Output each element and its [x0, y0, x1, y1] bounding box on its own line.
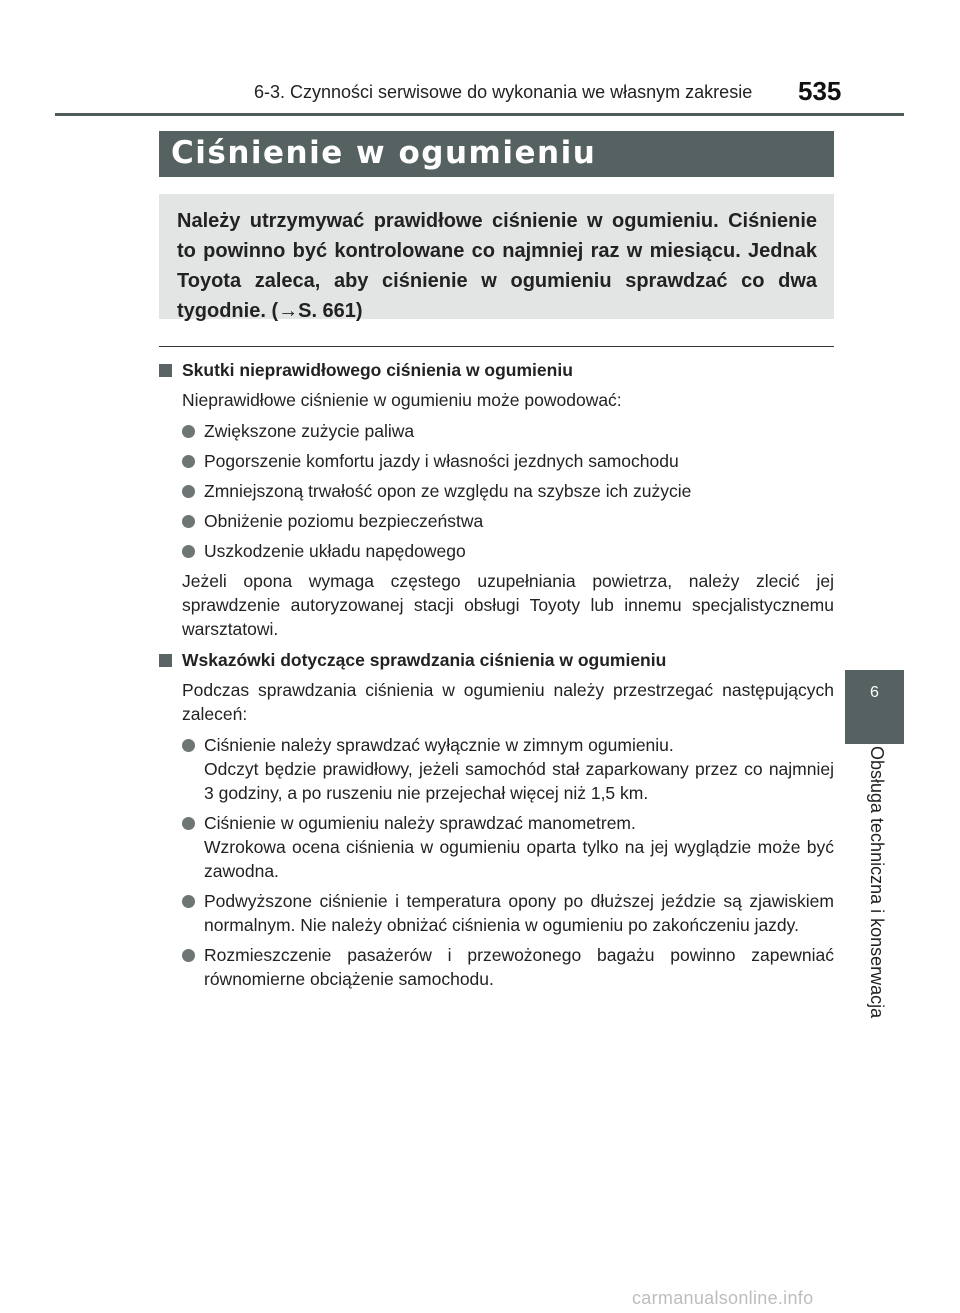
square-bullet-icon	[159, 364, 172, 377]
content-body	[159, 356, 834, 997]
list-item: Ciśnienie w ogumieniu należy sprawdzać manometrem. Wzrokowa ocena ciśnienia w ogumieniu oparta tylko na jej wyglądzie może być zawodna.	[182, 811, 834, 883]
list-item: Rozmieszczenie pasażerów i przewożonego bagażu powinno zapewniać równomierne obciążenie samochodu.	[182, 943, 834, 991]
chapter-number: 6	[870, 684, 879, 701]
section-trailing-text: Jeżeli opona wymaga częstego uzupełniania powietrza, należy zlecić jej sprawdzenie autoryzowanej stacji obsługi Toyoty lub innemu specjalistycznemu warsztatowi.	[182, 571, 834, 639]
page-number: 535	[798, 76, 842, 106]
circle-bullet-icon	[182, 949, 195, 962]
circle-bullet-icon	[182, 455, 195, 468]
list-item: Podwyższone ciśnienie i temperatura opony po dłuższej jeździe są zjawiskiem normalnym. Nie należy obniżać ciśnienia w ogumieniu po zakończeniu jazdy.	[182, 889, 834, 937]
chapter-label: Obsługa techniczna i konserwacja	[867, 746, 887, 1019]
circle-bullet-icon	[182, 485, 195, 498]
section-lead: Podczas sprawdzania ciśnienia w ogumieniu należy przestrzegać następujących zaleceń:	[182, 680, 834, 724]
circle-bullet-icon	[182, 817, 195, 830]
list-item: Pogorszenie komfortu jazdy i własności jezdnych samochodu	[182, 449, 834, 473]
running-header: 6-3. Czynności serwisowe do wykonania we własnym zakresie	[254, 82, 753, 102]
list-item: Uszkodzenie układu napędowego	[182, 539, 834, 563]
section-lead: Nieprawidłowe ciśnienie w ogumieniu może powodować:	[182, 390, 622, 410]
chapter-tab	[845, 670, 904, 744]
list-item: Zmniejszoną trwałość opon ze względu na szybsze ich zużycie	[182, 479, 834, 503]
circle-bullet-icon	[182, 545, 195, 558]
page-title: Ciśnienie w ogumieniu	[171, 135, 597, 171]
intro-text: Należy utrzymywać prawidłowe ciśnienie w ogumieniu. Ciśnienie to powinno być kontrolowane co najmniej raz w miesiącu. Jednak Toyota zaleca, aby ciśnienie w ogumieniu sprawdzać co dwa tygodnie. (→S. 661)	[177, 210, 817, 322]
circle-bullet-icon	[182, 895, 195, 908]
section-heading	[159, 648, 834, 672]
section-heading-text: Wskazówki dotyczące sprawdzania ciśnienia w ogumieniu	[182, 650, 667, 670]
section-divider	[159, 346, 834, 347]
intro-box	[159, 194, 834, 322]
list-item: Zwiększone zużycie paliwa	[182, 419, 834, 443]
circle-bullet-icon	[182, 515, 195, 528]
header-divider	[55, 113, 904, 116]
section-heading	[159, 358, 834, 382]
square-bullet-icon	[159, 654, 172, 667]
list-item: Ciśnienie należy sprawdzać wyłącznie w zimnym ogumieniu. Odczyt będzie prawidłowy, jeżeli samochód stał zaparkowany przez co najmniej 3 godziny, a po ruszeniu nie przejechał więcej niż 1,5 km.	[182, 733, 834, 805]
list-item: Obniżenie poziomu bezpieczeństwa	[182, 509, 834, 533]
circle-bullet-icon	[182, 739, 195, 752]
section-heading-text: Skutki nieprawidłowego ciśnienia w ogumieniu	[182, 360, 573, 380]
watermark: carmanualsonline.info	[632, 1288, 814, 1308]
circle-bullet-icon	[182, 425, 195, 438]
title-banner	[159, 131, 834, 177]
